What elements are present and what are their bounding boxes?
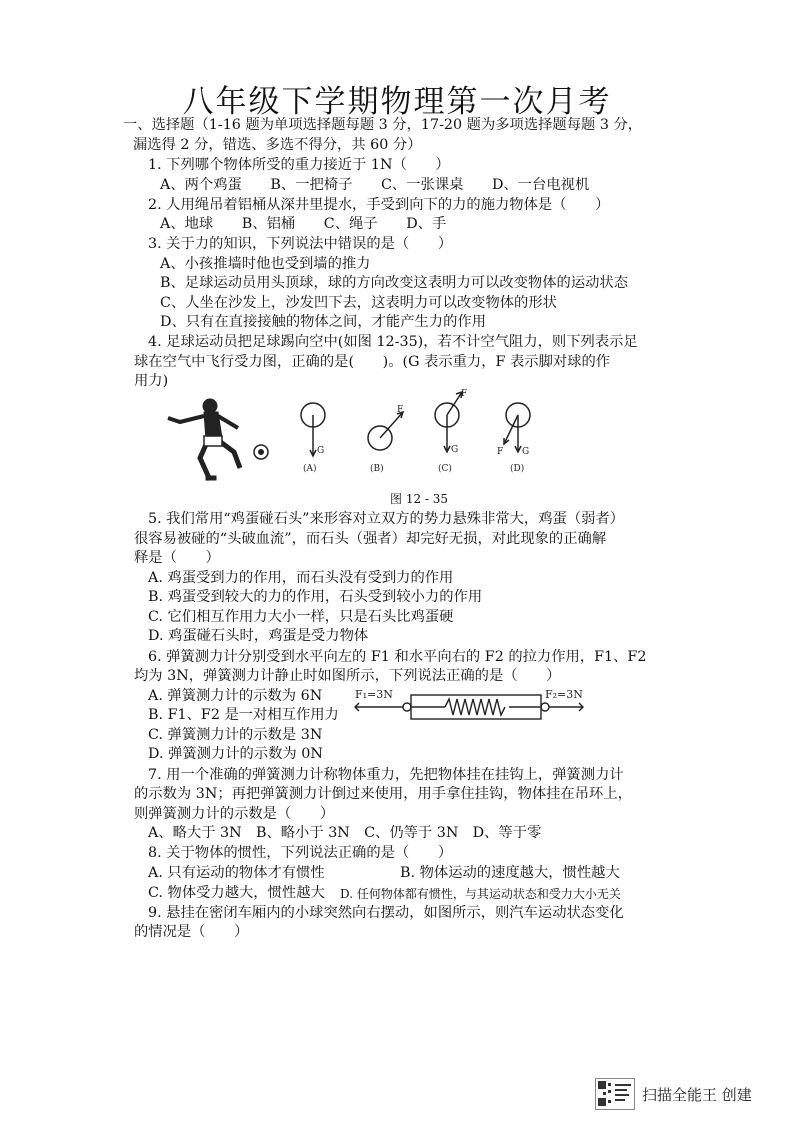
diagram-d-f-label: F	[497, 447, 504, 457]
question-8-option-d: D. 任何物体都有惯性，与其运动状态和受力大小无关	[340, 887, 621, 901]
spring-scale-figure	[345, 684, 590, 734]
diagram-a-caption: (A)	[303, 464, 317, 474]
question-6-option-d: D. 弹簧测力计的示数为 0N	[148, 746, 323, 762]
question-5-option-d: D. 鸡蛋碰石头时，鸡蛋是受力物体	[148, 628, 369, 644]
question-6-line1: 6. 弹簧测力计分别受到水平向左的 F1 和水平向右的 F2 的拉力作用，F1、F2	[148, 649, 647, 665]
question-8-option-a: A. 只有运动的物体才有惯性	[148, 865, 325, 881]
question-5-option-a: A. 鸡蛋受到力的作用，而石头没有受到力的作用	[148, 570, 454, 586]
question-7-line1: 7. 用一个准确的弹簧测力计称物体重力，先把物体挂在挂钩上，弹簧测力计	[148, 767, 624, 783]
question-9-line2: 的情况是（ ）	[134, 924, 249, 940]
question-9-line1: 9. 悬挂在密闭车厢内的小球突然向右摆动，如图所示，则汽车运动状态变化	[148, 905, 624, 921]
question-3-option-d: D、只有在直接接触的物体之间，才能产生力的作用	[160, 314, 486, 330]
question-5-line2: 很容易被碰的“头破血流”，而石头（强者）却完好无损，对此现象的正确解	[134, 531, 607, 547]
diagram-d-caption: (D)	[510, 464, 525, 474]
question-3-option-b: B、足球运动员用头顶球，球的方向改变这表明力可以改变物体的运动状态	[160, 275, 629, 291]
question-7-options: A、略大于 3N B、略小于 3N C、仍等于 3N D、等于零	[148, 825, 542, 841]
diagram-b-caption: (B)	[370, 464, 384, 474]
diagram-a-g-label: G	[317, 446, 325, 456]
question-4-line2: 球在空气中飞行受力图，正确的是( )。(G 表示重力，F 表示脚对球的作	[134, 354, 611, 370]
question-3-option-c: C、人坐在沙发上，沙发凹下去，这表明力可以改变物体的形状	[160, 295, 557, 311]
question-5-option-b: B. 鸡蛋受到较大的力的作用，石头受到较小力的作用	[148, 589, 483, 605]
question-2-stem: 2. 人用绳吊着铝桶从深井里提水，手受到向下的力的施力物体是（ ）	[148, 197, 610, 213]
question-8-stem: 8. 关于物体的惯性，下列说法正确的是（ ）	[148, 845, 453, 861]
exam-title: 八年级下学期物理第一次月考	[182, 84, 612, 120]
section-instructions-line2: 漏选得 2 分，错选、多选不得分，共 60 分）	[133, 137, 422, 153]
football-icon	[254, 445, 268, 459]
question-8-option-c: C. 物体受力越大，惯性越大	[148, 885, 325, 901]
question-2-options: A、地球 B、铝桶 C、绳子 D、手	[160, 216, 447, 232]
force-diagram-d	[504, 403, 530, 452]
diagram-c-g-label: G	[451, 445, 459, 455]
question-6-option-b: B. F1、F2 是一对相互作用力	[148, 707, 339, 723]
question-4-line3: 用力)	[134, 373, 169, 389]
question-5-option-c: C. 它们相互作用力大小一样，只是石头比鸡蛋硬	[148, 609, 454, 625]
question-5-line1: 5. 我们常用“鸡蛋碰石头”来形容对立双方的势力悬殊非常大，鸡蛋（弱者）	[148, 511, 625, 527]
question-4-figure	[160, 388, 560, 488]
footer-watermark: 扫描全能王 创建	[642, 1086, 752, 1104]
diagram-c-caption: (C)	[438, 464, 452, 474]
question-7-line3: 则弹簧测力计的示数是（ ）	[134, 806, 335, 822]
figure-caption: 图 12 - 35	[390, 492, 449, 506]
question-3-stem: 3. 关于力的知识，下列说法中错误的是（ ）	[148, 236, 453, 252]
diagram-c-f-label: F	[461, 389, 468, 399]
football-player-illustration	[168, 399, 240, 480]
qr-code-icon	[595, 1078, 635, 1110]
diagram-d-g-label: G	[522, 447, 530, 457]
question-6-option-a: A. 弹簧测力计的示数为 6N	[148, 688, 323, 704]
question-5-line3: 释是（ ）	[134, 550, 220, 566]
question-6-option-c: C. 弹簧测力计的示数是 3N	[148, 727, 323, 743]
question-1-stem: 1. 下列哪个物体所受的重力接近于 1N（ ）	[148, 157, 450, 173]
f2-label: F₂=3N	[545, 688, 583, 701]
question-4-line1: 4. 足球运动员把足球踢向空中(如图 12-35)，若不计空气阻力，则下列表示足	[148, 334, 638, 350]
section-instructions-line1: 一、选择题（1-16 题为单项选择题每题 3 分，17-20 题为多项选择题每题 3 分，	[123, 117, 643, 133]
diagram-b-f-label: F	[397, 405, 404, 415]
question-7-line2: 的示数为 3N；再把弹簧测力计倒过来使用，用手拿住挂钩，物体挂在吊环上，	[134, 786, 632, 802]
force-diagram-c	[435, 392, 462, 452]
force-diagram-b	[368, 412, 403, 450]
question-1-options: A、两个鸡蛋 B、一把椅子 C、一张课桌 D、一台电视机	[160, 177, 590, 193]
f1-label: F₁=3N	[355, 688, 393, 701]
question-6-line2: 均为 3N，弹簧测力计静止时如图所示，下列说法正确的是（ ）	[134, 668, 561, 684]
question-3-option-a: A、小孩推墙时他也受到墙的推力	[160, 256, 371, 272]
question-8-option-b: B. 物体运动的速度越大，惯性越大	[400, 865, 620, 881]
